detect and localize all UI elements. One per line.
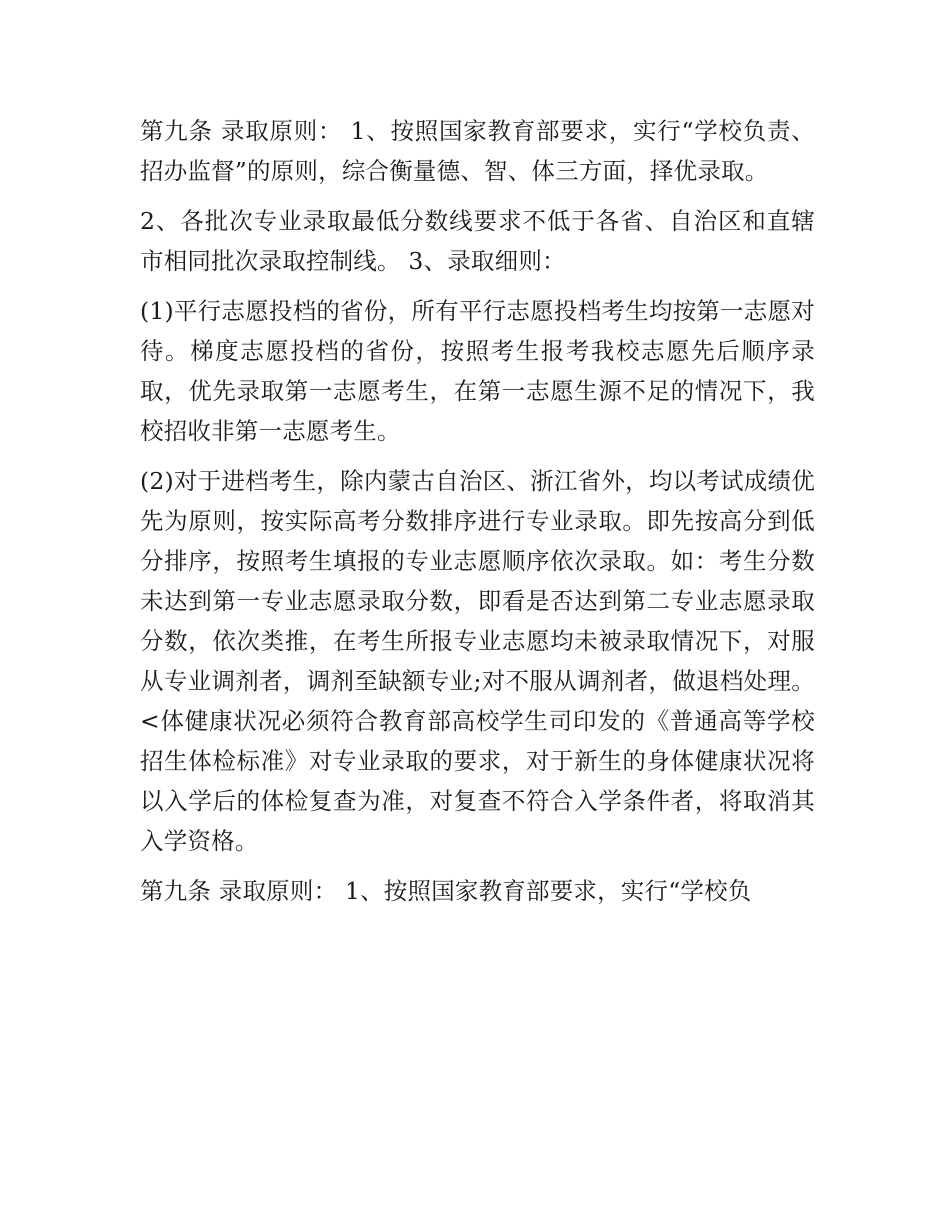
document-page bbox=[140, 111, 815, 921]
paragraph-admission-principle-repeat: 第九条 录取原则： 1、按照国家教育部要求，实行“学校负 bbox=[140, 877, 752, 905]
paragraph-score-priority: (2)对于进档考生，除内蒙古自治区、浙江省外，均以考试成绩优先为原则，按实际高考分数排序进行专业录取。即先按高分到低分排序，按照考生填报的专业志愿顺序依次录取。如：考生分数未达到第一专业志愿录取分数，即看是否达到第二专业志愿录取分数，依次类推，在考生所报专业志愿均未被录取情况下，对服从专业调剂者，调剂至缺额专业;对不服从调剂者，做退档处理。<体健康状况必须符合教育部高校学生司印发的《普通高等学校招生体检标准》对专业录取的要求，对于新生的身体健康状况将以入学后的体检复查为准，对复查不符合入学条件者，将取消其入学资格。 bbox=[140, 467, 815, 855]
paragraph-minimum-score: 2、各批次专业录取最低分数线要求不低于各省、自治区和直辖市相同批次录取控制线。 3、录取细则： bbox=[140, 207, 815, 275]
paragraph-admission-principle: 第九条 录取原则： 1、按照国家教育部要求，实行“学校负责、招办监督”的原则，综合衡量德、智、体三方面，择优录取。 bbox=[140, 117, 815, 185]
paragraph-parallel-volunteer: (1)平行志愿投档的省份，所有平行志愿投档考生均按第一志愿对待。梯度志愿投档的省份，按照考生报考我校志愿先后顺序录取，优先录取第一志愿考生，在第一志愿生源不足的情况下，我校招收非第一志愿考生。 bbox=[140, 297, 815, 445]
